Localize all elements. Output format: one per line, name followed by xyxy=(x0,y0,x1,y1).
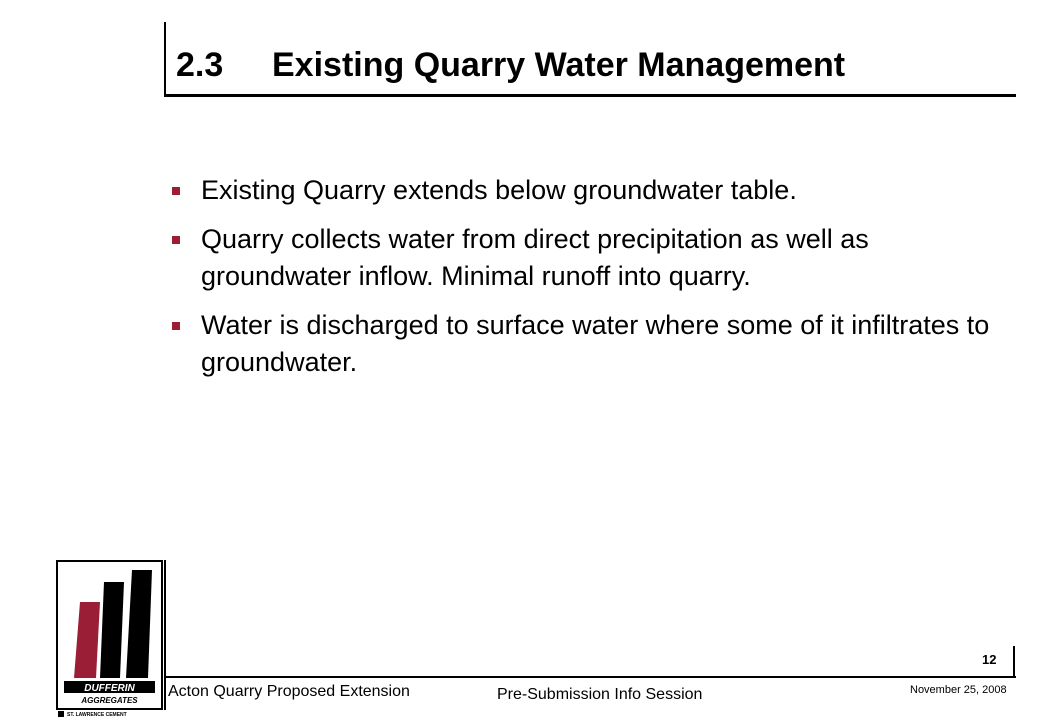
bullet-text: Existing Quarry extends below groundwater table. xyxy=(201,175,797,205)
bullet-list xyxy=(170,172,1010,393)
slide-title xyxy=(176,48,845,82)
bullet-item xyxy=(170,221,1010,295)
bullet-text: Quarry collects water from direct precipitation as well as groundwater inflow. Minimal runoff into quarry. xyxy=(201,224,869,291)
bullet-text: Water is discharged to surface water where some of it infiltrates to groundwater. xyxy=(201,310,990,377)
footer-date: November 25, 2008 xyxy=(910,684,1007,696)
title-text: Existing Quarry Water Management xyxy=(272,46,846,84)
section-number: 2.3 xyxy=(176,46,224,84)
square-bullet-icon xyxy=(172,187,180,195)
logo-line1: DUFFERIN xyxy=(84,683,135,694)
square-bullet-icon xyxy=(172,236,180,244)
footer-rule xyxy=(164,676,1016,678)
page-number-tick xyxy=(1013,646,1015,678)
footer-vertical-rule xyxy=(164,560,166,710)
logo-sub: ST. LAWRENCE CEMENT xyxy=(67,712,127,718)
logo-line2: AGGREGATES xyxy=(81,696,138,705)
footer-session-name: Pre-Submission Info Session xyxy=(497,686,703,703)
title-underline xyxy=(164,94,1016,97)
bullet-item xyxy=(170,307,1010,381)
bullet-item xyxy=(170,172,1010,209)
footer-project-name: Acton Quarry Proposed Extension xyxy=(168,683,410,700)
title-vertical-rule xyxy=(164,22,166,96)
page-number: 12 xyxy=(982,652,997,667)
dufferin-aggregates-logo xyxy=(56,560,164,720)
square-bullet-icon xyxy=(172,322,180,330)
